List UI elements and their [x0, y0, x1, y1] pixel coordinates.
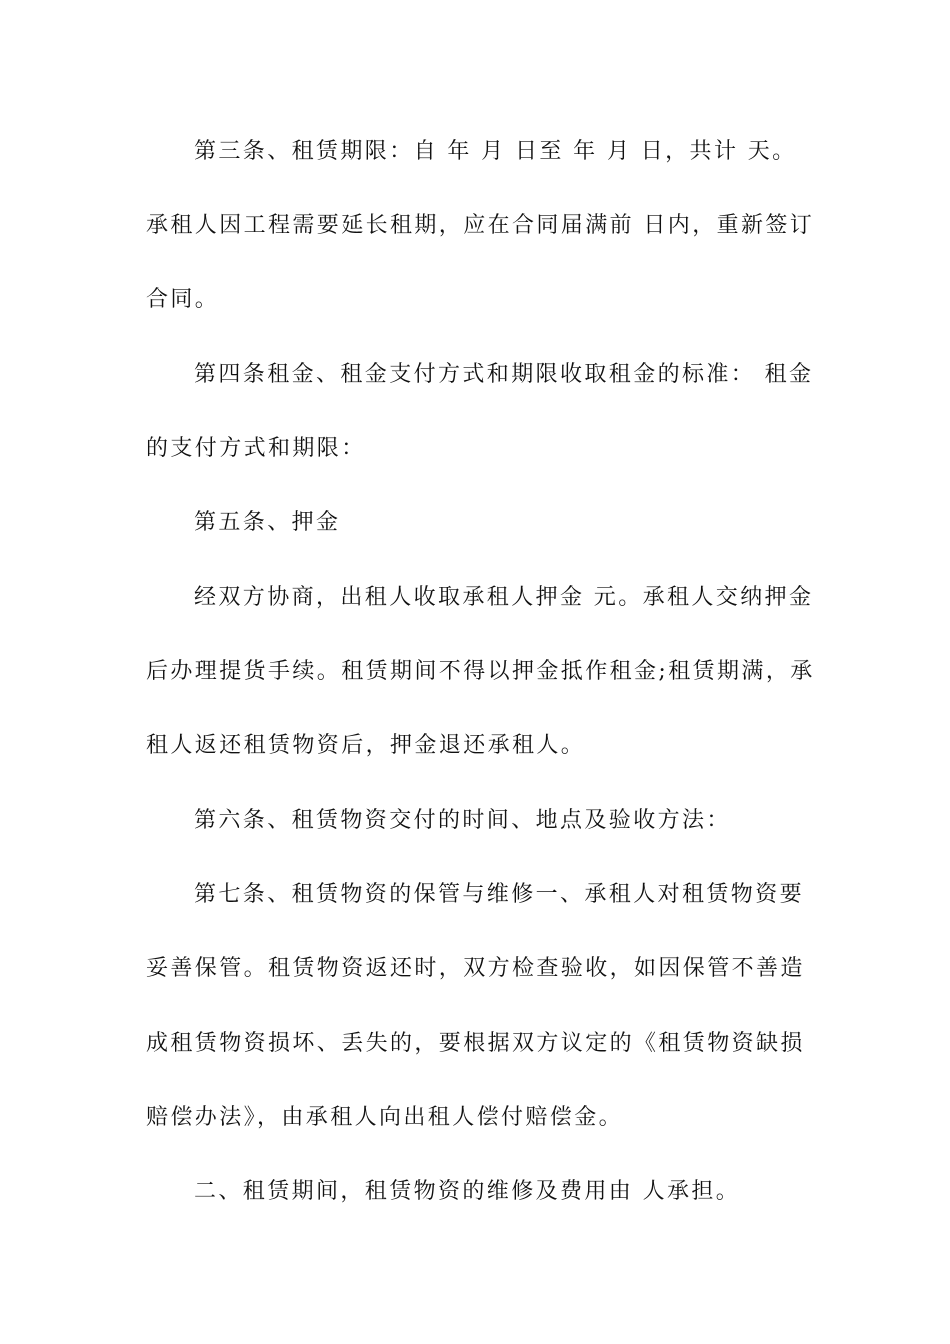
article-4-line-1: 第四条租金、租金支付方式和期限收取租金的标准： 租金 — [194, 362, 814, 387]
article-7-line-2: 妥善保管。租赁物资返还时，双方检查验收，如因保管不善造 — [146, 956, 805, 981]
article-5-line-3: 租人返还租赁物资后，押金退还承租人。 — [146, 733, 586, 758]
article-7-clause-2: 二、租赁期间，租赁物资的维修及费用由 人承担。 — [194, 1179, 741, 1204]
article-5-line-1: 经双方协商，出租人收取承租人押金 元。承租人交纳押金 — [194, 585, 814, 610]
article-5-heading: 第五条、押金 — [194, 510, 341, 535]
article-7-line-4: 赔偿办法》，由承租人向出租人偿付赔偿金。 — [146, 1105, 624, 1130]
article-7-line-1: 第七条、租赁物资的保管与维修一、承租人对租赁物资要 — [194, 882, 805, 907]
article-4-line-2: 的支付方式和期限： — [146, 436, 366, 461]
article-5-line-2: 后办理提货手续。租赁期间不得以押金抵作租金;租赁期满，承 — [146, 659, 815, 684]
article-3-line-1: 第三条、租赁期限：自 年 月 日至 年 月 日，共计 天。 — [194, 139, 797, 164]
article-6-line-1: 第六条、租赁物资交付的时间、地点及验收方法： — [194, 808, 731, 833]
article-7-line-3: 成租赁物资损坏、丢失的，要根据双方议定的《租赁物资缺损 — [146, 1031, 805, 1056]
article-3-line-2: 承租人因工程需要延长租期，应在合同届满前 日内，重新签订 — [146, 213, 815, 238]
article-3-line-3: 合同。 — [146, 287, 220, 312]
